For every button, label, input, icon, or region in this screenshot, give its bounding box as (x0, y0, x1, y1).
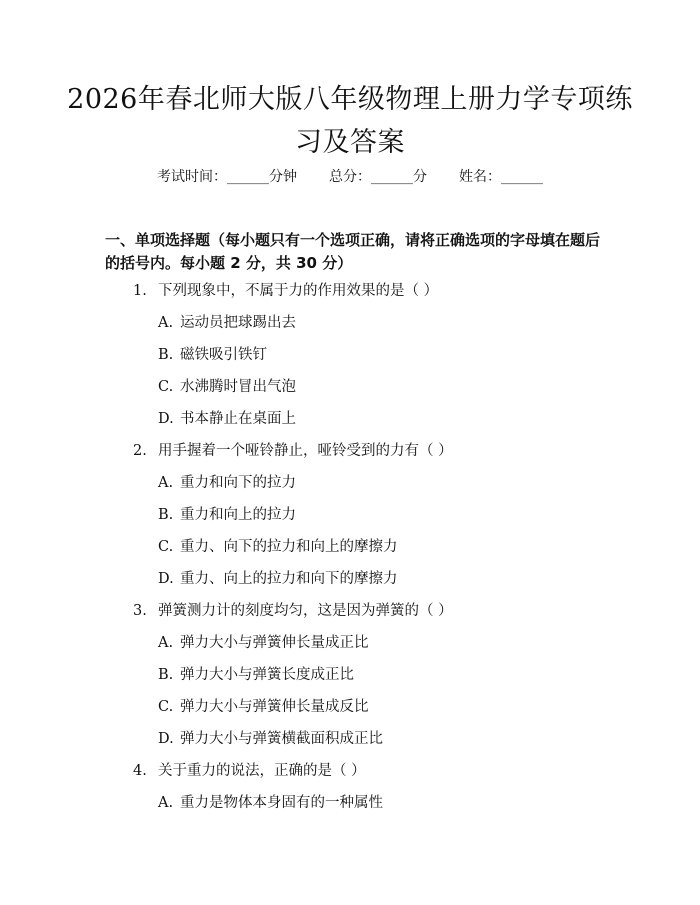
name-blank: ______ (501, 169, 543, 185)
option-letter: C. (158, 379, 174, 395)
question-text: 弹簧测力计的刻度均匀，这是因为弹簧的（ ） (158, 603, 453, 619)
option-text: 重力、向上的拉力和向下的摩擦力 (180, 571, 398, 587)
option-letter: A. (158, 315, 174, 331)
option-text: 重力是物体本身固有的一种属性 (180, 795, 383, 811)
option-letter: B. (158, 347, 174, 363)
question-number: 3. (133, 603, 147, 619)
question-number: 1. (133, 283, 147, 299)
option-letter: B. (158, 667, 174, 683)
score-blank: ______分 (371, 169, 427, 185)
option-letter: C. (158, 699, 174, 715)
option-letter: D. (158, 411, 174, 427)
option-letter: B. (158, 507, 174, 523)
option-text: 重力、向下的拉力和向上的摩擦力 (180, 539, 398, 555)
option-letter: A. (158, 475, 174, 491)
option-text: 弹力大小与弹簧长度成正比 (180, 667, 354, 683)
option-text: 重力和向下的拉力 (180, 475, 296, 491)
option-letter: D. (158, 571, 174, 587)
time-blank: ______分钟 (227, 169, 297, 185)
name-label: 姓名： (459, 169, 501, 185)
option-letter: C. (158, 539, 174, 555)
question-text: 关于重力的说法，正确的是（ ） (158, 763, 366, 779)
question-text: 用手握着一个哑铃静止，哑铃受到的力有（ ） (158, 443, 453, 459)
option-text: 重力和向上的拉力 (180, 507, 296, 523)
option-letter: D. (158, 731, 174, 747)
question-text: 下列现象中，不属于力的作用效果的是（ ） (158, 283, 439, 299)
option-text: 弹力大小与弹簧伸长量成反比 (180, 699, 369, 715)
option-text: 弹力大小与弹簧伸长量成正比 (180, 635, 369, 651)
question-number: 4. (133, 763, 147, 779)
option-text: 弹力大小与弹簧横截面积成正比 (180, 731, 383, 747)
option-text: 水沸腾时冒出气泡 (180, 379, 296, 395)
page-title: 2026年春北师大版八年级物理上册力学专项练习及答案 (67, 84, 633, 158)
option-letter: A. (158, 635, 174, 651)
section-heading: 一、单项选择题（每小题只有一个选项正确，请将正确选项的字母填在题后的括号内。每小题 2 分，共 30 分） (105, 231, 601, 272)
option-text: 运动员把球踢出去 (180, 315, 296, 331)
option-text: 磁铁吸引铁钉 (180, 347, 267, 363)
question-number: 2. (133, 443, 147, 459)
exam-meta (0, 167, 700, 187)
option-letter: A. (158, 795, 174, 811)
time-label: 考试时间： (157, 169, 227, 185)
score-label: 总分： (329, 169, 371, 185)
option-text: 书本静止在桌面上 (180, 411, 296, 427)
